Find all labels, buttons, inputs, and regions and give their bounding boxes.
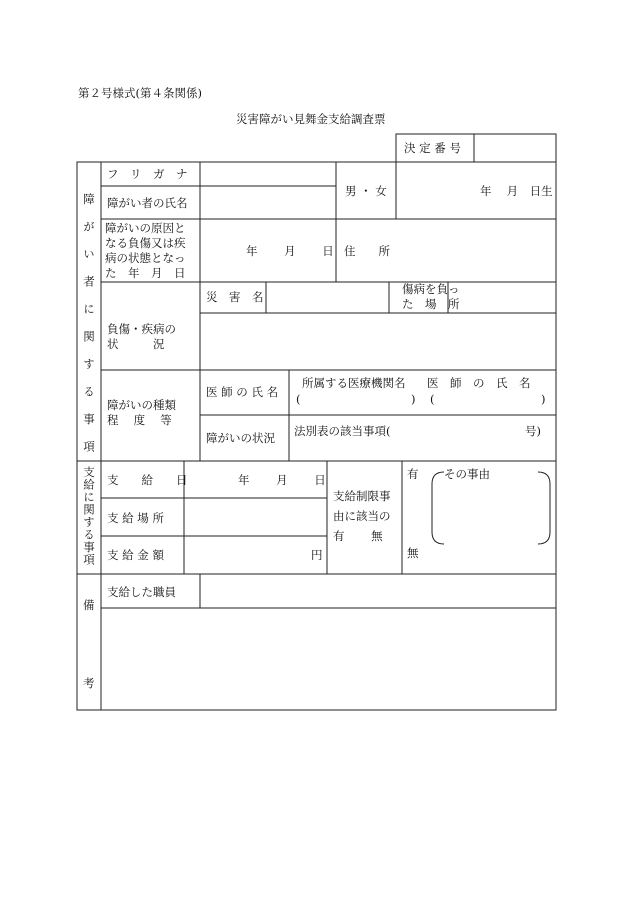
- yen-label: 円: [311, 548, 323, 562]
- restriction-no: 無: [407, 546, 419, 560]
- applicant-name-label: 障がい者の氏名: [107, 196, 188, 210]
- sex-label: 男 ・ 女: [345, 184, 387, 198]
- law-table-label: 法別表の該当事項(: [294, 424, 391, 438]
- doctor-label: 医 師 の 氏 名: [427, 376, 531, 390]
- paren-close-1: ): [411, 392, 416, 406]
- cause-date-label: 年 月 日: [246, 244, 334, 258]
- staff-label: 支給した職員: [107, 585, 176, 599]
- pay-date-value: 年 月 日: [238, 473, 326, 487]
- remarks-label-top: 備: [83, 598, 95, 612]
- remarks-label-bottom: 考: [83, 676, 95, 690]
- disaster-name-label: 災 害 名: [206, 290, 264, 304]
- section-payment-label: 支給に関する事項: [82, 466, 96, 566]
- restriction-label: 支給制限事 由に該当の 有 無: [333, 489, 391, 543]
- paren-open-1: (: [296, 392, 301, 406]
- pay-amount-label: 支 給 金 額: [107, 548, 164, 562]
- paren-open-2: (: [430, 392, 435, 406]
- form-title: 災害障がい見舞金支給調査票: [236, 112, 386, 126]
- pay-date-label: 支 給 日: [107, 473, 188, 487]
- law-table-suffix: 号): [525, 424, 541, 438]
- disability-type-label: 障がいの種類 程 度 等: [107, 398, 176, 427]
- paren-close-2: ): [541, 392, 546, 406]
- injury-place-label: 傷病を負っ た 場 所: [402, 282, 460, 311]
- furigana-label: フ リ ガ ナ: [107, 167, 188, 181]
- decision-number-label: 決 定 番 号: [404, 141, 461, 155]
- pay-place-label: 支 給 場 所: [107, 511, 164, 525]
- birth-date-label: 年 月 日生: [480, 184, 553, 198]
- address-label: 住 所: [344, 244, 390, 258]
- form-number: 第２号様式(第４条関係): [78, 86, 202, 100]
- doctor-name-label: 医 師 の 氏 名: [206, 385, 279, 399]
- restriction-yes: 有: [407, 467, 419, 481]
- cause-label: 障がいの原因と なる負傷又は疾 病の状態となっ た 年 月 日: [105, 221, 186, 280]
- disability-status-label: 障がいの状況: [206, 431, 275, 445]
- institution-label: 所属する医療機関名: [302, 376, 406, 390]
- section-applicant-label: 障がい者に関する事項: [82, 193, 96, 468]
- restriction-reason: その事由: [444, 467, 490, 481]
- injury-status-label: 負傷・疾病の 状 況: [107, 322, 176, 351]
